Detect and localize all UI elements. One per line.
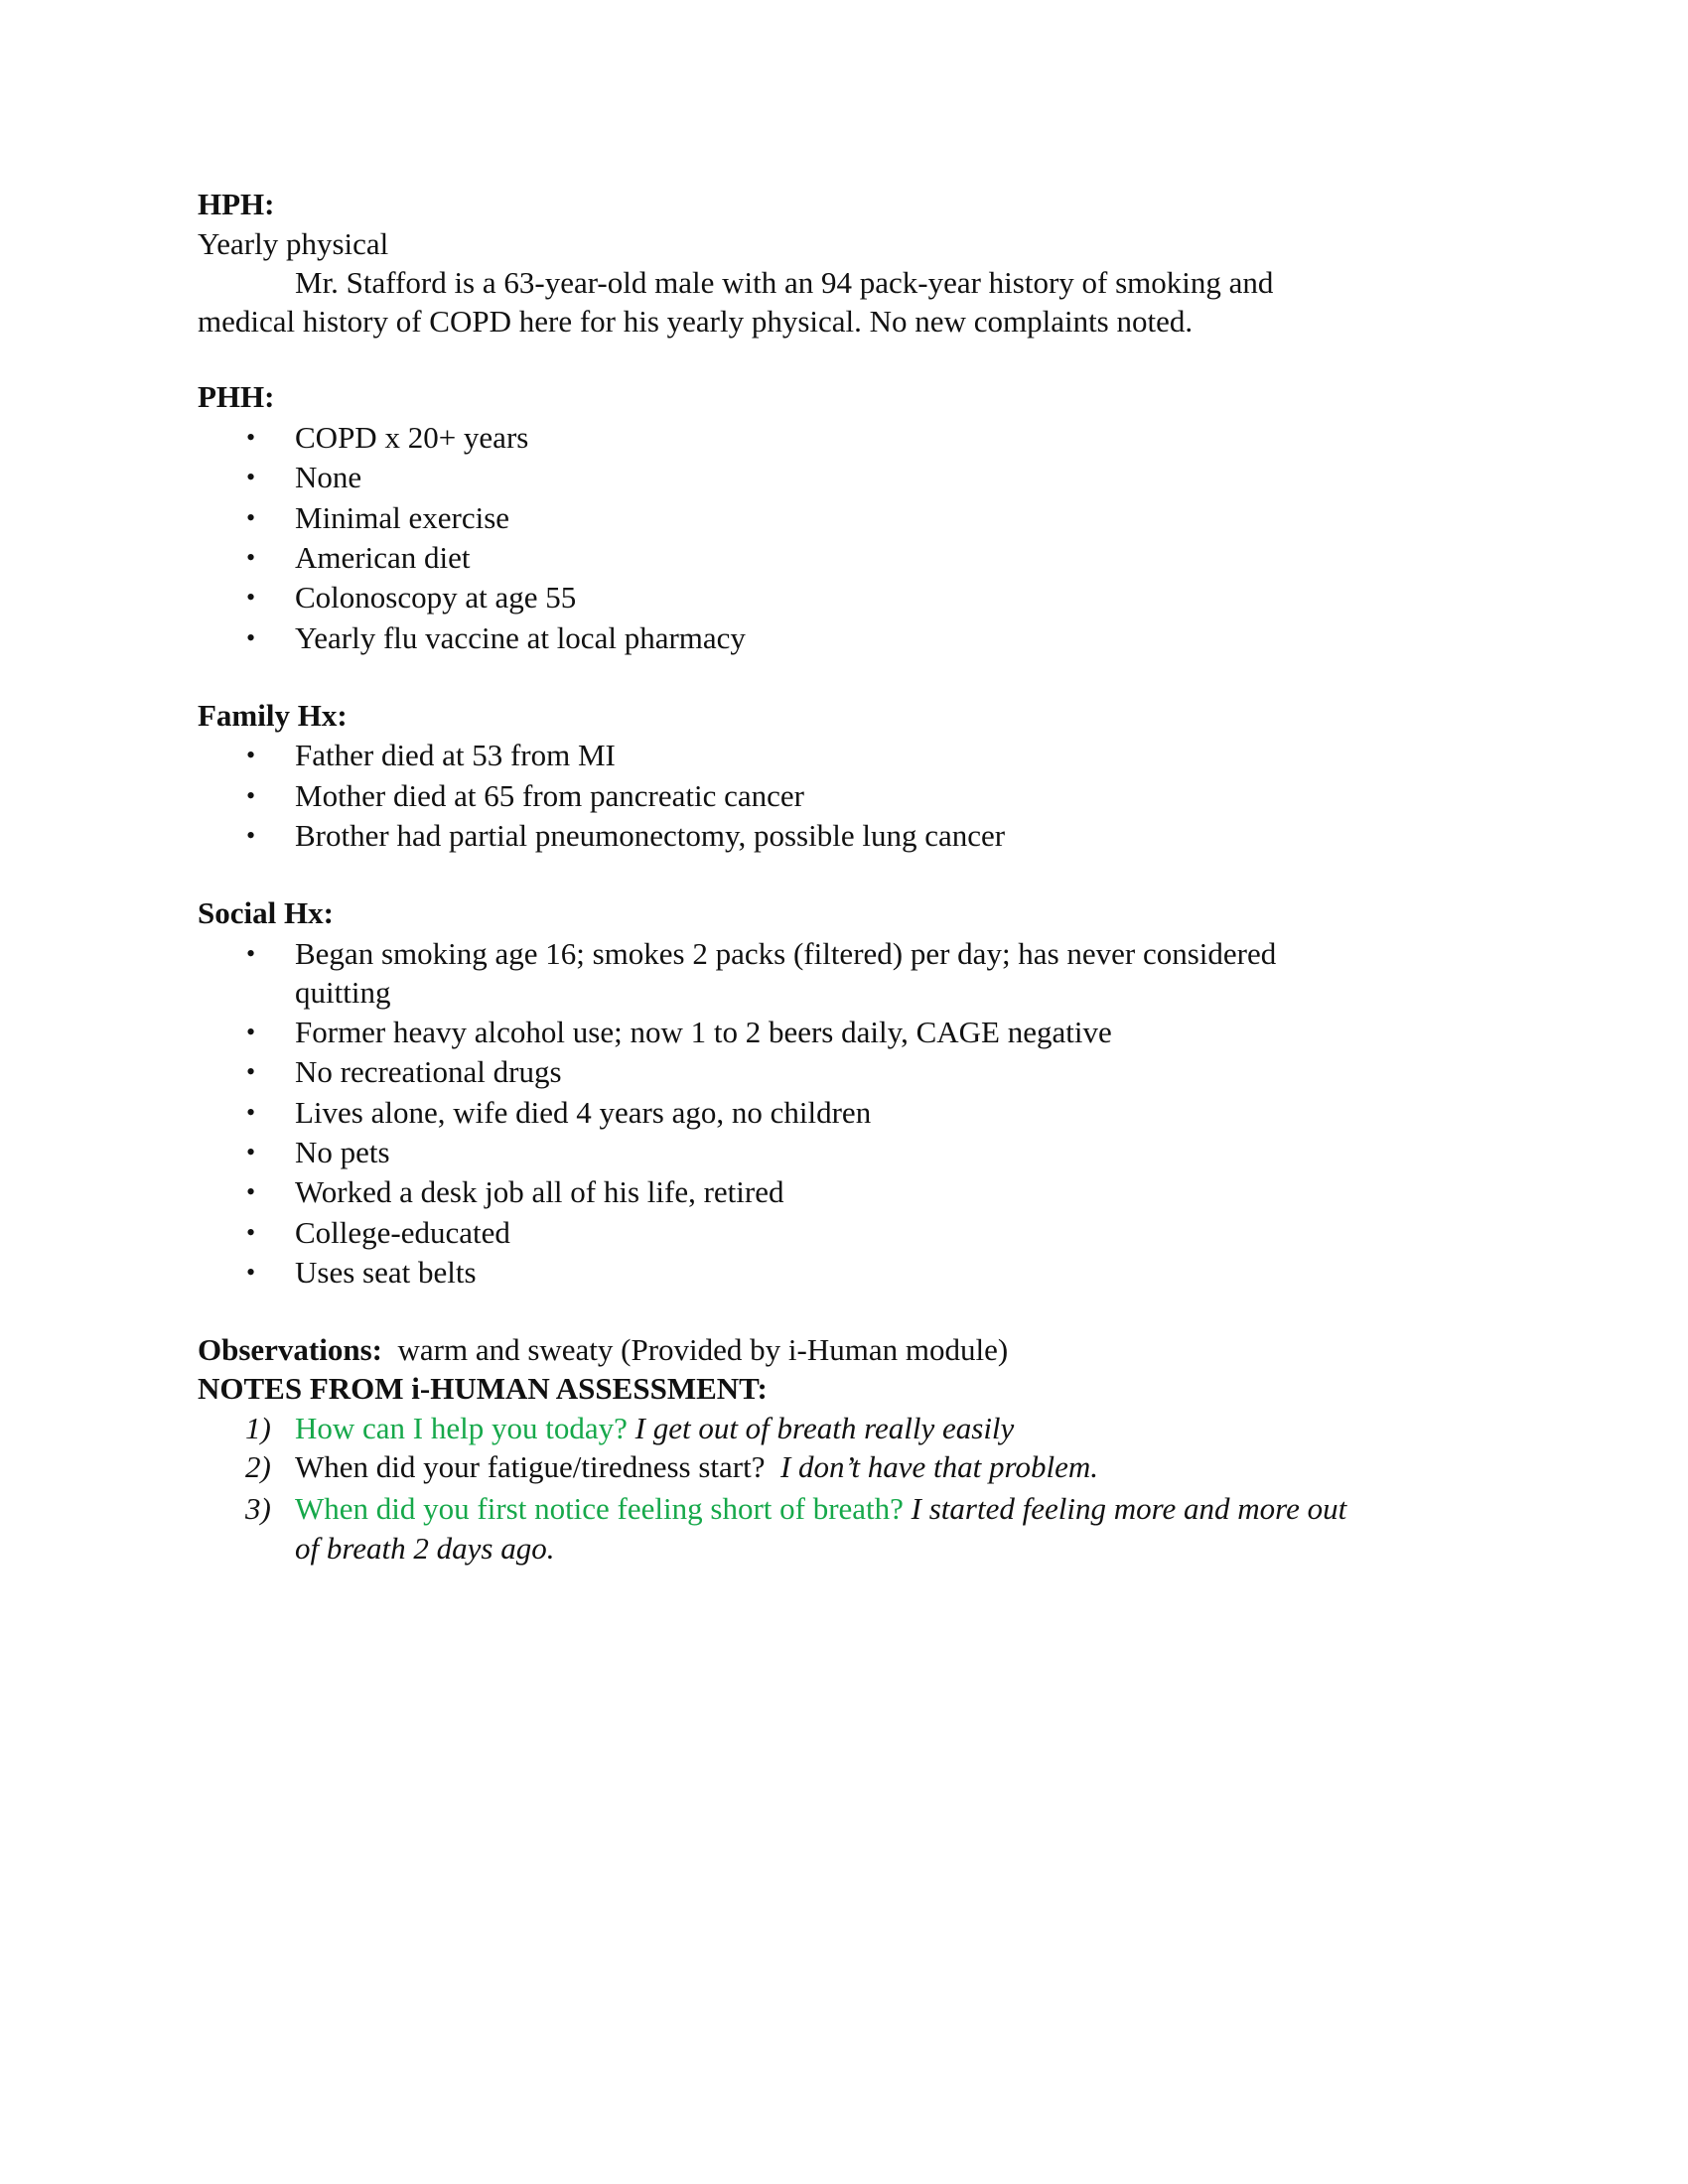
list-item-continuation: quitting [295, 975, 391, 1010]
bullet-icon: • [246, 1217, 256, 1247]
list-item: Uses seat belts [295, 1254, 477, 1290]
bullet-icon: • [246, 939, 256, 968]
bullet-icon: • [246, 1137, 256, 1166]
bullet-icon: • [246, 1177, 256, 1207]
list-item: American diet [295, 539, 471, 575]
social-heading: Social Hx: [198, 895, 334, 930]
list-number: 1) [245, 1411, 271, 1445]
bullet-icon: • [246, 780, 256, 810]
answer: I get out of breath really easily [634, 1411, 1015, 1445]
list-item: Brother had partial pneumonectomy, possible lung cancer [295, 818, 1006, 853]
bullet-icon: • [246, 741, 256, 769]
note-item [295, 1409, 1014, 1448]
question: How can I help you today? [295, 1411, 628, 1445]
list-item: Lives alone, wife died 4 years ago, no children [295, 1094, 872, 1130]
question: When did your fatigue/tiredness start? [295, 1449, 766, 1484]
answer: I don’t have that problem. [779, 1449, 1098, 1484]
list-item: Worked a desk job all of his life, retired [295, 1174, 784, 1210]
bullet-icon: • [246, 463, 256, 492]
list-item: Yearly flu vaccine at local pharmacy [295, 619, 746, 655]
list-number: 2) [245, 1449, 271, 1484]
hph-heading: HPH: [198, 187, 275, 221]
bullet-icon: • [246, 622, 256, 652]
list-item: COPD x 20+ years [295, 420, 529, 455]
bullet-icon: • [246, 1018, 256, 1046]
list-item: None [295, 460, 362, 495]
list-item: Minimal exercise [295, 499, 510, 535]
observations-label: Observations: [198, 1332, 382, 1367]
list-item: Father died at 53 from MI [295, 738, 616, 772]
answer-continuation: of breath 2 days ago. [295, 1531, 555, 1566]
bullet-icon: • [246, 542, 256, 572]
phh-heading: PHH: [198, 379, 275, 414]
bullet-icon: • [246, 1057, 256, 1087]
list-item: Former heavy alcohol use; now 1 to 2 beers daily, CAGE negative [295, 1015, 1112, 1049]
bullet-icon: • [246, 821, 256, 850]
hph-paragraph-line: Mr. Stafford is a 63-year-old male with an 94 pack-year history of smoking and [295, 265, 1274, 300]
list-item: Mother died at 65 from pancreatic cancer [295, 777, 804, 813]
list-item: Began smoking age 16; smokes 2 packs (filtered) per day; has never considered [295, 936, 1277, 971]
bullet-icon: • [246, 423, 256, 452]
list-number: 3) [245, 1491, 271, 1526]
bullet-icon: • [246, 1097, 256, 1127]
notes-heading: NOTES FROM i-HUMAN ASSESSMENT: [198, 1371, 768, 1406]
bullet-icon: • [246, 502, 256, 532]
note-item [295, 1489, 1346, 1529]
family-heading: Family Hx: [198, 698, 348, 733]
hph-paragraph-line: medical history of COPD here for his yearly physical. No new complaints noted. [198, 304, 1194, 339]
bullet-icon: • [246, 583, 256, 613]
observations-line [198, 1330, 1008, 1370]
question: When did you first notice feeling short of breath? [295, 1491, 904, 1526]
bullet-icon: • [246, 1257, 256, 1287]
note-item [295, 1447, 1098, 1487]
list-item: Colonoscopy at age 55 [295, 580, 577, 615]
list-item: No pets [295, 1134, 390, 1169]
list-item: College-educated [295, 1214, 510, 1250]
hph-subheading: Yearly physical [198, 226, 389, 261]
list-item: No recreational drugs [295, 1054, 562, 1090]
answer: I started feeling more and more out [911, 1491, 1347, 1526]
observations-text: warm and sweaty (Provided by i-Human module) [397, 1332, 1009, 1367]
